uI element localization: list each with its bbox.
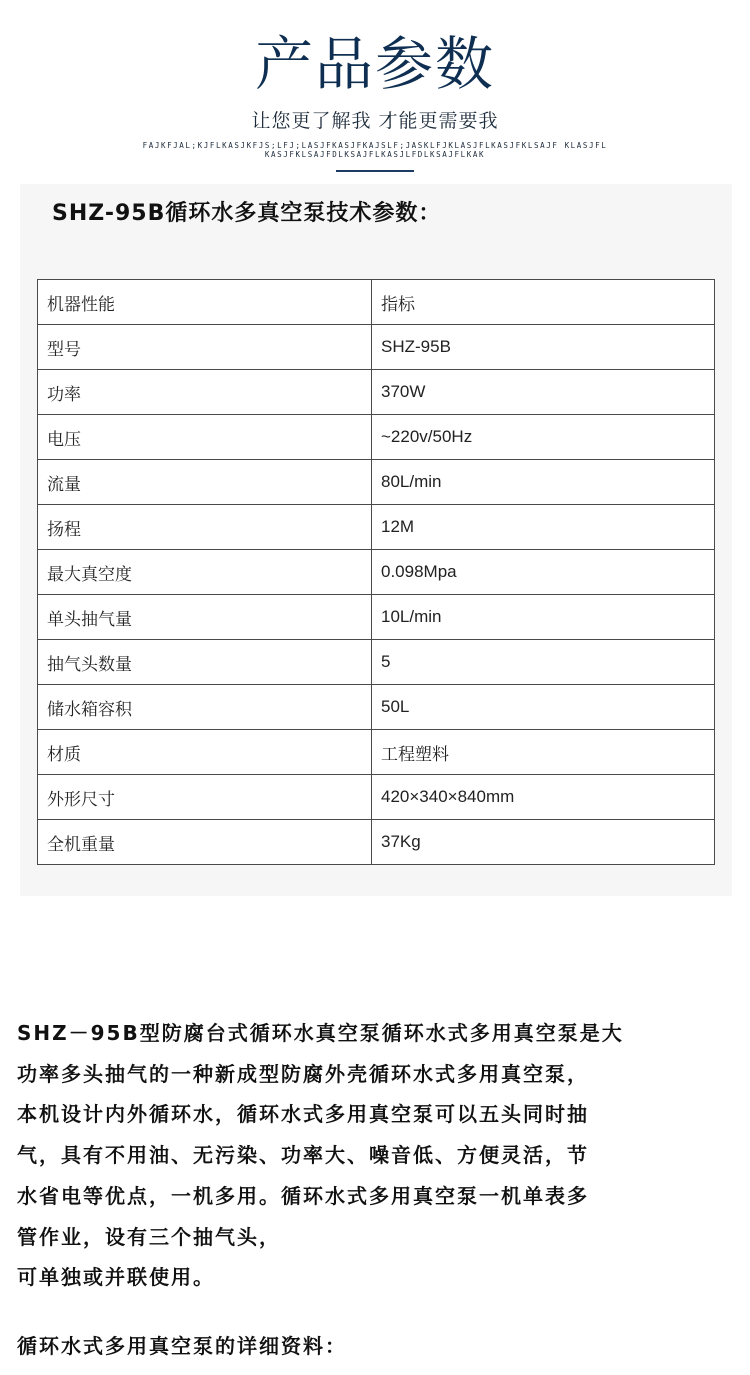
page-subtitle: 让您更了解我 才能更需要我 [251,110,499,132]
page-title: 产品参数 [254,30,495,98]
table-row [38,730,715,775]
spec-cell-value: 50L [372,685,715,730]
spec-cell-label: 机器性能 [38,280,372,325]
spec-cell-value: 10L/min [372,595,715,640]
description-line: 气，具有不用油、无污染、功率大、噪音低、方便灵活，节 [17,1143,589,1168]
spec-cell-value: 5 [372,640,715,685]
spec-cell-value: 370W [372,370,715,415]
table-row [38,415,715,460]
spec-cell-value: 工程塑料 [372,730,715,775]
table-row [38,550,715,595]
spec-cell-value: 12M [372,505,715,550]
spec-cell-label: 功率 [38,370,372,415]
description-line: 管作业，设有三个抽气头， [17,1224,281,1249]
table-row [38,820,715,865]
table-row [38,775,715,820]
table-row [38,595,715,640]
spec-cell-label: 电压 [38,415,372,460]
spec-cell-value: 80L/min [372,460,715,505]
table-row [38,505,715,550]
spec-cell-label: 流量 [38,460,372,505]
spec-cell-label: 型号 [38,325,372,370]
spec-heading: SHZ-95B循环水多真空泵技术参数： [52,201,442,226]
description-line: 可单独或并联使用。 [17,1265,215,1290]
spec-cell-label: 外形尺寸 [38,775,372,820]
spec-cell-value: SHZ-95B [372,325,715,370]
product-description [17,1013,733,1298]
spec-image-panel [20,184,732,896]
description-line: SHZ－95B型防腐台式循环水真空泵循环水式多用真空泵是大 [17,1021,624,1045]
spec-table [37,279,715,865]
title-divider [336,170,414,172]
spec-cell-label: 扬程 [38,505,372,550]
table-row [38,325,715,370]
spec-cell-value: 420×340×840mm [372,775,715,820]
spec-cell-value: 0.098Mpa [372,550,715,595]
spec-cell-value: 指标 [372,280,715,325]
decorative-text: FAJKFJAL;KJFLKASJKFJS;LFJ;LASJFKASJFKAJSLF;JASKLFJKLASJFLKASJFKLSAJF KLASJFLKASJFKLSAJFDLKSAJFLKASJLFDLKSAJFLKAK [142,141,608,159]
page-header [0,0,750,180]
table-row [38,280,715,325]
spec-cell-label: 储水箱容积 [38,685,372,730]
spec-cell-value: ~220v/50Hz [372,415,715,460]
detail-heading: 循环水式多用真空泵的详细资料： [17,1334,347,1358]
spec-cell-label: 材质 [38,730,372,775]
table-row [38,685,715,730]
spec-cell-label: 单头抽气量 [38,595,372,640]
table-row [38,460,715,505]
spec-cell-label: 全机重量 [38,820,372,865]
description-line: 水省电等优点，一机多用。循环水式多用真空泵一机单表多 [17,1183,589,1208]
table-row [38,640,715,685]
table-row [38,370,715,415]
spec-cell-label: 最大真空度 [38,550,372,595]
description-line: 功率多头抽气的一种新成型防腐外壳循环水式多用真空泵， [17,1061,589,1086]
spec-cell-label: 抽气头数量 [38,640,372,685]
spec-cell-value: 37Kg [372,820,715,865]
description-line: 本机设计内外循环水，循环水式多用真空泵可以五头同时抽 [17,1102,589,1127]
